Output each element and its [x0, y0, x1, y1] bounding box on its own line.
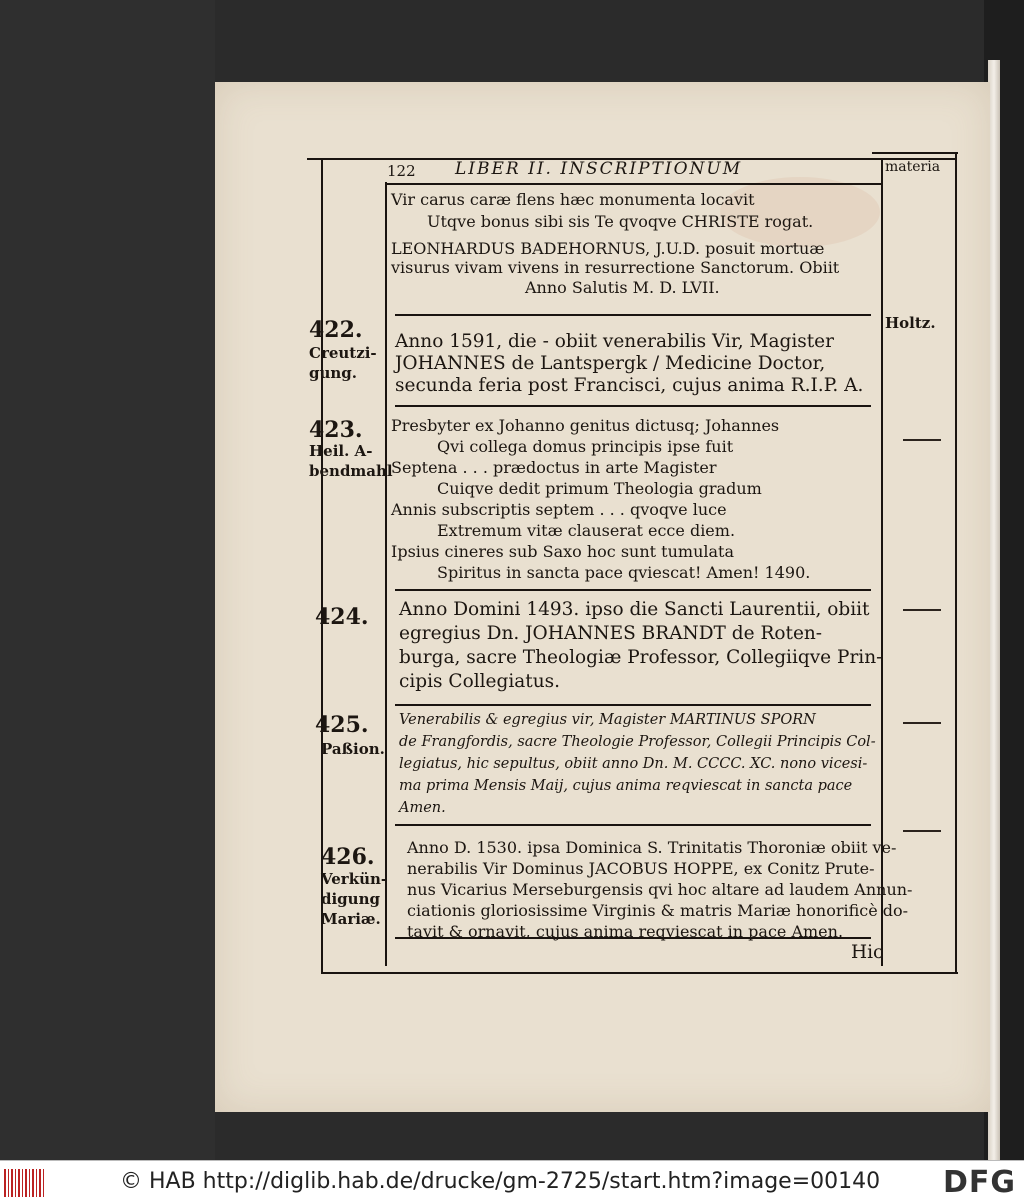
inscription-line: Cuiqve dedit primum Theologia gradum — [437, 479, 762, 498]
inscription-line: Amen. — [399, 800, 446, 816]
inscription-line: de Frangfordis, sacre Theologie Professor, Collegii Principis Col- — [399, 734, 876, 750]
inscription-line: Spiritus in sancta pace qviescat! Amen! 1490. — [437, 563, 811, 582]
entry-number: 422. — [309, 317, 363, 343]
inscription-line: Utqve bonus sibi sis Te qvoqve CHRISTE rogat. — [427, 212, 814, 231]
left-background — [0, 0, 215, 1160]
separator — [395, 589, 871, 591]
inscription-line: Qvi collega domus principis ipse fuit — [437, 437, 734, 456]
catchword: Hic — [851, 942, 884, 963]
inscription-line: egregius Dn. JOHANNES BRANDT de Roten- — [399, 623, 823, 644]
entry-label: gung. — [309, 364, 358, 382]
inscription-line: tavit & ornavit, cujus anima reqviescat in pace Amen. — [407, 922, 844, 941]
materia-dash — [903, 609, 941, 611]
dfg-logo: DFG — [942, 1165, 1016, 1200]
header-rule — [385, 183, 881, 185]
inscription-line: Anno 1591, die - obiit venerabilis Vir, Magister — [395, 331, 834, 352]
inscription-line: Anno Domini 1493. ipso die Sancti Laurentii, obiit — [399, 599, 870, 620]
inscription-line: Extremum vitæ clauserat ecce diem. — [437, 521, 736, 540]
separator — [395, 314, 871, 316]
separator — [395, 824, 871, 826]
inscription-line: Ipsius cineres sub Saxo hoc sunt tumulata — [391, 542, 734, 561]
inscription-line: Anno Salutis M. D. LVII. — [525, 278, 720, 297]
separator — [395, 704, 871, 706]
inscription-line: nerabilis Vir Dominus JACOBUS HOPPE, ex Conitz Prute- — [407, 859, 875, 878]
entry-label: Creutzi- — [309, 344, 377, 362]
inscription-line: ma prima Mensis Maij, cujus anima reqviescat in sancta pace — [399, 778, 853, 794]
entry-label: digung — [321, 890, 380, 908]
running-title: LIBER II. INSCRIPTIONUM — [455, 159, 743, 179]
frame-bottom-line — [321, 972, 958, 974]
inscription-line: secunda feria post Francisci, cujus anima R.I.P. A. — [395, 375, 864, 396]
credit-link[interactable]: © HAB http://diglib.hab.de/drucke/gm-2725/start.htm?image=00140 — [120, 1169, 881, 1194]
entry-number: 426. — [321, 844, 375, 870]
inscription-line: Annis subscriptis septem . . . qvoqve luce — [391, 500, 727, 519]
inscription-line: legiatus, hic sepultus, obiit anno Dn. M. CCCC. XC. nono vicesi- — [399, 756, 868, 772]
book-page — [215, 82, 990, 1112]
frame-right-line — [955, 152, 957, 974]
materia-dash — [903, 830, 941, 832]
entry-label: bendmahl — [309, 462, 393, 480]
materia-dash — [903, 439, 941, 441]
entry-label: Mariæ. — [321, 910, 381, 928]
entry-label: Heil. A- — [309, 442, 373, 460]
entry-label: Paßion. — [321, 740, 385, 758]
frame-top-line-right — [872, 152, 958, 154]
inscription-line: Presbyter ex Johanno genitus dictusq; Johannes — [391, 416, 780, 435]
inscription-line: JOHANNES de Lantspergk / Medicine Doctor, — [395, 353, 826, 374]
inscription-line: Septena . . . prædoctus in arte Magister — [391, 458, 717, 477]
page-number: 122 — [387, 162, 416, 180]
entry-number: 424. — [315, 604, 369, 630]
inscription-line: cipis Collegiatus. — [399, 671, 560, 692]
inscription-line: burga, sacre Theologiæ Professor, Collegiiqve Prin- — [399, 647, 883, 668]
entry-number: 425. — [315, 712, 369, 738]
inscription-line: LEONHARDUS BADEHORNUS, J.U.D. posuit mortuæ — [391, 239, 825, 258]
inscription-line: visurus vivam vivens in resurrectione Sanctorum. Obiit — [391, 258, 840, 277]
materia-note: Holtz. — [885, 314, 936, 332]
inscription-line: Vir carus caræ flens hæc monumenta locavit — [391, 190, 755, 209]
frame-inner-left-line — [385, 182, 387, 966]
entry-number: 423. — [309, 417, 363, 443]
entry-label: Verkün- — [321, 870, 388, 888]
inscription-line: Venerabilis & egregius vir, Magister MARTINUS SPORN — [399, 712, 816, 728]
inscription-line: ciationis gloriosissime Virginis & matris Mariæ honorificè do- — [407, 901, 909, 920]
footer-bar — [0, 1160, 1024, 1204]
inscription-line: nus Vicarius Merseburgensis qvi hoc altare ad laudem Annun- — [407, 880, 913, 899]
materia-dash — [903, 722, 941, 724]
separator — [395, 405, 871, 407]
inscription-line: Anno D. 1530. ipsa Dominica S. Trinitatis Thoroniæ obiit ve- — [407, 838, 897, 857]
materia-label: materia — [885, 159, 941, 175]
barcode-icon — [4, 1169, 46, 1197]
